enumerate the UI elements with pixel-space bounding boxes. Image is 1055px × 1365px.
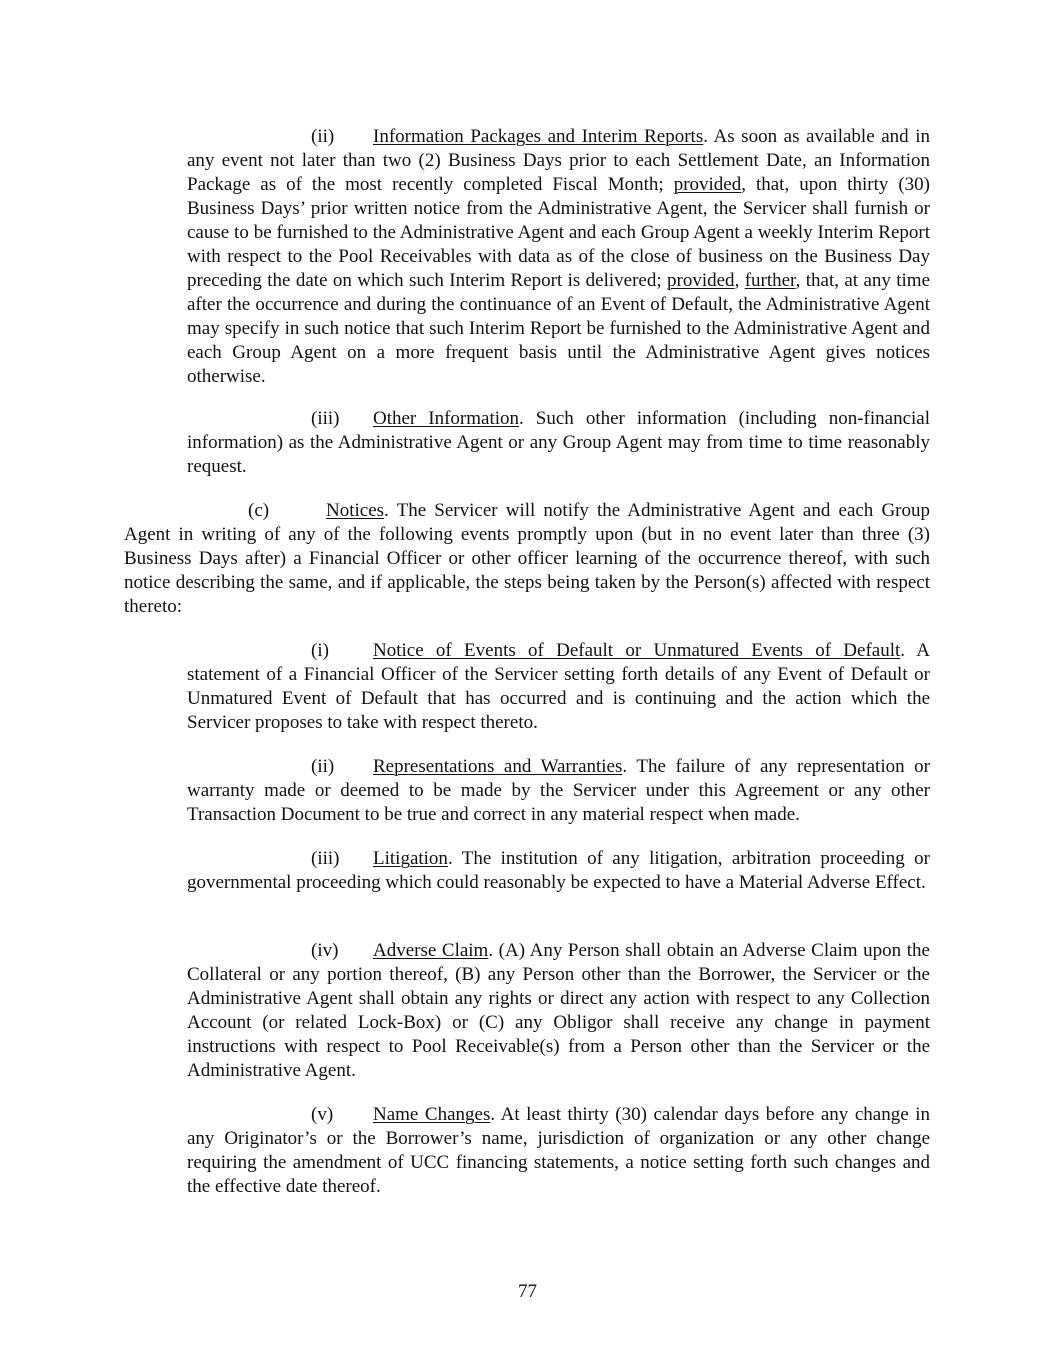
clause-heading: Other Information (373, 408, 520, 429)
clause-heading: Adverse Claim (373, 940, 489, 961)
clause-heading: Litigation (373, 848, 448, 869)
paragraph-b-iii (187, 407, 930, 479)
clause-number: (iv) (311, 940, 339, 961)
clause-text: . At least thirty (30) calendar days before any change in any Originator’s or the Borrower’s name, jurisdiction of organization or any other change requiring the amendment of UCC financing statements, a notice setting forth such changes and the effective date thereof. (187, 1104, 930, 1197)
proviso-term: further (744, 270, 796, 291)
clause-text: , that, upon thirty (30) Business Days’ prior written notice from the Administrative Agent, the Servicer shall furnish or cause to be furnished to the Administrative Agent and each Group Agent a weekly Interim Report with respect to the Pool Receivables with data as of the close of business on the Business Day preceding the date on which such Interim Report is delivered; (187, 174, 930, 291)
section-heading: Notices (326, 500, 385, 521)
proviso-term: provided (667, 270, 735, 291)
clause-number: (v) (311, 1104, 334, 1125)
paragraph-c-v (187, 1103, 930, 1199)
clause-text: , (734, 270, 745, 291)
clause-text: . (A) Any Person shall obtain an Adverse Claim upon the Collateral or any portion thereof, (B) any Person other than the Borrower, the Servicer or the Administrative Agent shall obtain any rights or direct any action with respect to any Collection Account (or related Lock-Box) or (C) any Obligor shall receive any change in payment instructions with respect to Pool Receivable(s) from a Person other than the Servicer or the Administrative Agent. (187, 940, 930, 1081)
paragraph-c-iv (187, 939, 930, 1083)
paragraph-c-i (187, 639, 930, 735)
section-text: . The Servicer will notify the Administrative Agent and each Group Agent in writing of any of the following events promptly upon (but in no event later than three (3) Business Days after) a Financial Officer or other officer learning of the occurrence thereof, with such notice describing the same, and if applicable, the steps being taken by the Person(s) affected with respect thereto: (124, 500, 930, 617)
clause-text: . The failure of any representation or warranty made or deemed to be made by the Servicer under this Agreement or any other Transaction Document to be true and correct in any material respect when made. (187, 756, 930, 825)
section-number: (c) (248, 500, 270, 521)
paragraph-c-ii (187, 755, 930, 827)
clause-text: . Such other information (including non-financial information) as the Administrative Agent or any Group Agent may from time to time reasonably request. (187, 408, 930, 477)
clause-text: . The institution of any litigation, arbitration proceeding or governmental proceeding which could reasonably be expected to have a Material Adverse Effect. (187, 848, 930, 893)
clause-number: (ii) (311, 126, 335, 147)
clause-number: (iii) (311, 408, 340, 429)
paragraph-c (124, 499, 930, 619)
clause-text: , that, at any time after the occurrence and during the continuance of an Event of Default, the Administrative Agent may specify in such notice that such Interim Report be furnished to the Administrative Agent and each Group Agent on a more frequent basis until the Administrative Agent gives notices otherwise. (187, 270, 931, 387)
clause-number: (i) (311, 640, 329, 661)
page-number: 77 (518, 1281, 537, 1302)
proviso-term: provided (673, 174, 742, 195)
clause-text: . A statement of a Financial Officer of the Servicer setting forth details of any Event of Default or Unmatured Event of Default that has occurred and is continuing and the action which the Servicer proposes to take with respect thereto. (187, 640, 930, 733)
clause-heading: Notice of Events of Default or Unmatured Events of Default (373, 640, 901, 661)
clause-number: (iii) (311, 848, 340, 869)
clause-heading: Representations and Warranties (373, 756, 623, 777)
paragraph-c-iii (187, 847, 930, 895)
clause-heading: Information Packages and Interim Reports (373, 126, 704, 147)
clause-heading: Name Changes (373, 1104, 491, 1125)
clause-number: (ii) (311, 756, 335, 777)
clause-text: . As soon as available and in any event not later than two (2) Business Days prior to each Settlement Date, an Information Package as of the most recently completed Fiscal Month; (187, 126, 930, 195)
paragraph-b-ii (187, 125, 930, 389)
